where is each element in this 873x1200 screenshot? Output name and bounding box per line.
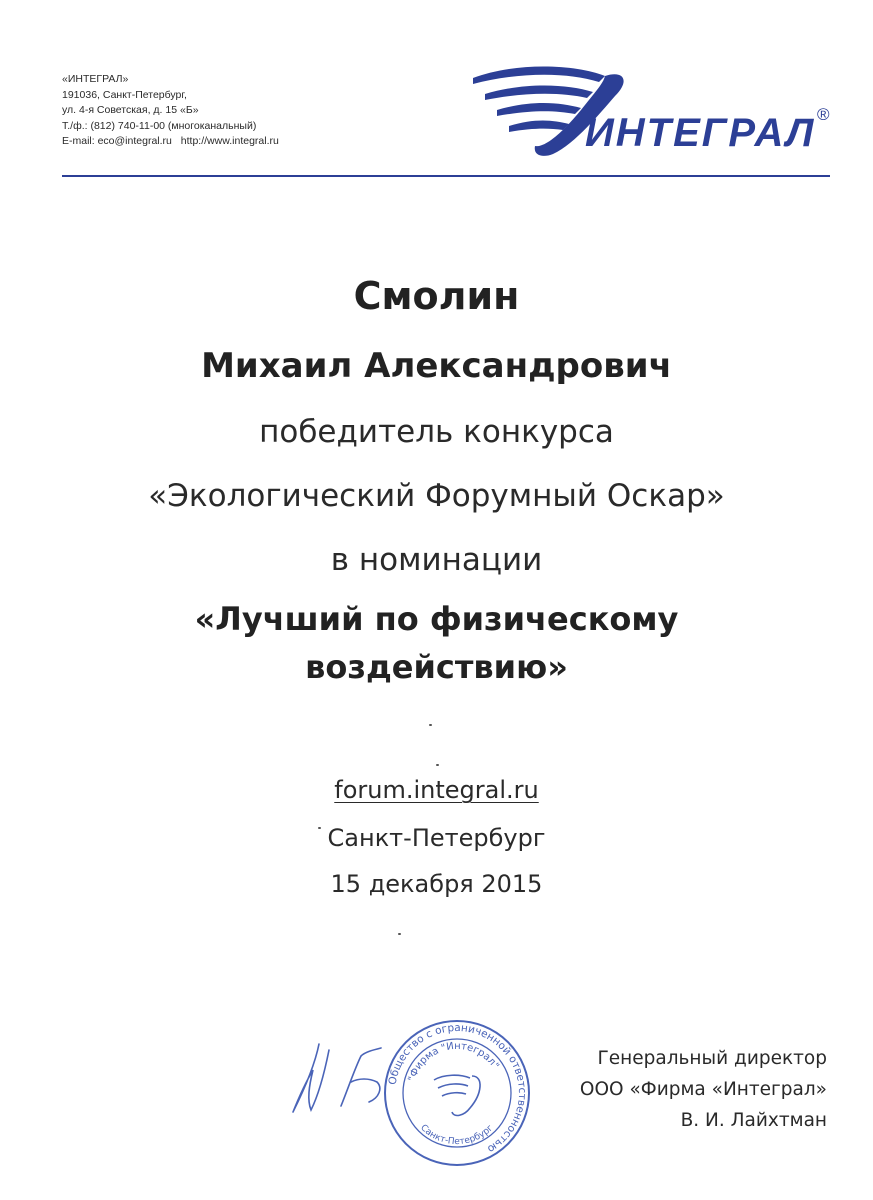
stamp-emblem-icon <box>434 1075 480 1115</box>
certificate-body <box>0 272 873 688</box>
recipient-surname: Смолин <box>353 274 520 318</box>
contact-line <box>62 134 279 150</box>
scan-speck <box>429 724 432 726</box>
signer-name: В. И. Лайхтман <box>680 1110 827 1131</box>
company-stamp <box>382 1018 532 1168</box>
company-address-block <box>62 72 279 150</box>
registered-mark: ® <box>817 105 830 124</box>
event-date: 15 декабря 2015 <box>330 870 543 898</box>
nomination-line-2: воздействию» <box>305 648 568 686</box>
address-line-2: ул. 4-я Советская, д. 15 «Б» <box>62 104 199 116</box>
contest-name: «Экологический Форумный Оскар» <box>148 478 725 514</box>
scan-speck <box>436 764 439 766</box>
header-divider <box>62 175 830 177</box>
scan-speck <box>318 827 321 829</box>
svg-text:Санкт-Петербург <box>418 1123 496 1147</box>
website-text: http://www.integral.ru <box>180 135 279 147</box>
stamp-city-text: Санкт-Петербург <box>418 1122 496 1148</box>
nomination-line-1: «Лучший по физическому <box>194 600 679 638</box>
email-text: E-mail: eco@integral.ru <box>62 135 172 147</box>
signer-block <box>580 1043 827 1136</box>
company-name: «ИНТЕГРАЛ» <box>62 73 129 85</box>
signer-organization: ООО «Фирма «Интеграл» <box>579 1079 827 1100</box>
forum-website: forum.integral.ru <box>334 776 539 804</box>
phone-line: Т./ф.: (812) 740-11-00 (многоканальный) <box>62 119 257 132</box>
recipient-given-name: Михаил Александрович <box>201 346 672 386</box>
signature-mark <box>285 1030 395 1120</box>
stamp-outer-text: Общество с ограниченной ответственностью <box>386 1021 529 1156</box>
event-city: Санкт-Петербург <box>327 824 546 852</box>
scan-speck <box>398 933 401 935</box>
integral-logo <box>455 60 840 165</box>
address-line-1: 191036, Санкт-Петербург, <box>62 88 187 101</box>
event-info <box>0 775 873 899</box>
signer-title: Генеральный директор <box>597 1048 827 1069</box>
stamp-inner-text: "Фирма "Интеграл" <box>406 1040 501 1083</box>
winner-text: победитель конкурса <box>259 414 614 450</box>
logo-wordmark: ИНТЕГРАЛ <box>585 111 816 155</box>
nomination-lead: в номинации <box>330 542 543 578</box>
